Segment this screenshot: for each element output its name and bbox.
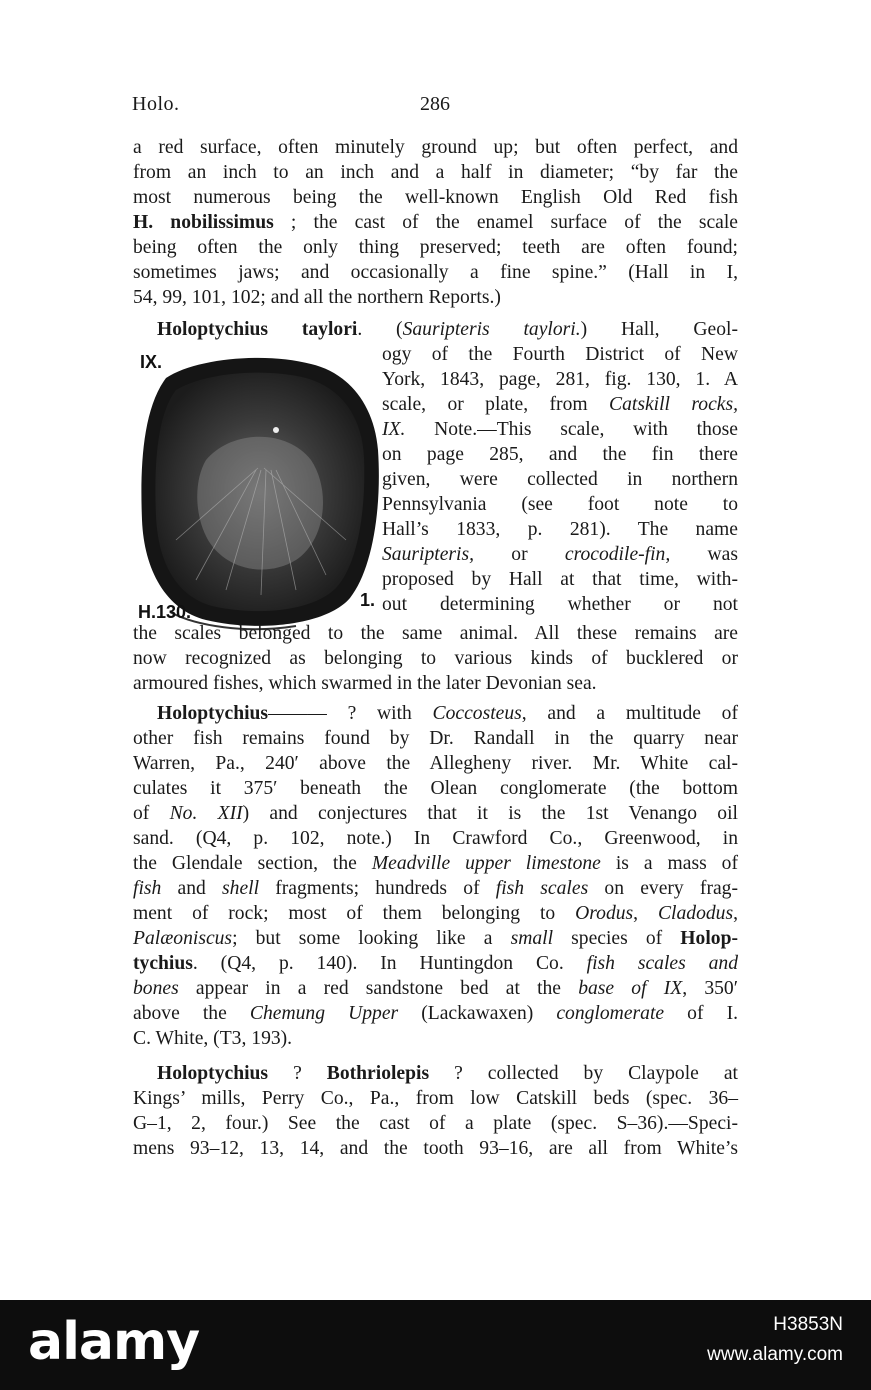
text-span: fish (133, 878, 162, 899)
text-line: sometimes jaws; and occasionally a fine spine.” (Hall in I, (133, 262, 738, 283)
text-line (133, 876, 738, 901)
text-span: is a mass of (600, 853, 738, 874)
fish-scale-illustration (136, 350, 382, 632)
text-line: given, were collected in northern (382, 469, 738, 490)
text-span: ? (268, 1063, 327, 1084)
text-span: scale, or plate, from (382, 394, 610, 415)
text-span: , (633, 903, 658, 924)
text-line: the scales belonged to the same animal. All these remains are (133, 623, 738, 644)
species-name: H. nobilissimus (133, 212, 274, 233)
text-span: fish scales and (586, 953, 738, 974)
text-span: ; the cast of the enamel surface of the scale (273, 212, 739, 233)
text-span: ——— ? with (268, 703, 433, 724)
species-name: tychius (133, 953, 193, 974)
species-name: Bothriolepis (326, 1063, 430, 1084)
text-span: Coccosteus (432, 703, 522, 724)
text-span: Sauripteris, (382, 544, 474, 565)
text-line: now recognized as belonging to various kinds of bucklered or (133, 648, 738, 669)
paragraph-3 (133, 701, 738, 1051)
text-span: Meadville upper limestone (371, 853, 601, 874)
text-span: Palæoniscus (133, 928, 233, 949)
text-span: was (670, 544, 738, 565)
running-head: Holo. (132, 93, 180, 115)
page-number: 286 (420, 93, 450, 115)
text-line: proposed by Hall at that time, with- (382, 569, 738, 590)
paragraph-2-heading (133, 317, 738, 342)
text-span: Cladodus (657, 903, 734, 924)
text-span: Sauripteris taylori. (402, 319, 581, 340)
text-line (133, 801, 738, 826)
text-line: most numerous being the well-known English Old Red fish (133, 187, 738, 208)
text-line: culates it 375′ beneath the Olean conglomerate (the bottom (133, 778, 738, 799)
text-line (133, 851, 738, 876)
text-span: , 350′ (682, 978, 738, 999)
text-span: and (161, 878, 223, 899)
figure-label-number: H.130. (138, 602, 192, 622)
text-span: ) and conjectures that it is the 1st Venango oil (242, 803, 738, 824)
text-span: . (Q4, p. 140). In Huntingdon Co. (192, 953, 587, 974)
text-line: out determining whether or not (382, 594, 738, 615)
species-name: Holoptychius (157, 703, 269, 724)
text-span: Chemung Upper (249, 1003, 399, 1024)
text-line: other fish remains found by Dr. Randall in the quarry near (133, 728, 738, 749)
text-span: of I. (664, 1003, 738, 1024)
text-line (133, 976, 738, 1001)
text-span: Catskill rocks, (609, 394, 738, 415)
fish-scale-figure (136, 350, 382, 632)
text-span: , and a multitude of (521, 703, 738, 724)
paragraph-2-continued (133, 621, 738, 696)
text-line: Warren, Pa., 240′ above the Allegheny river. Mr. White cal- (133, 753, 738, 774)
text-span: small (510, 928, 554, 949)
text-line: 54, 99, 101, 102; and all the northern Reports.) (133, 287, 501, 308)
text-span: on every frag- (588, 878, 738, 899)
text-line (382, 392, 738, 417)
text-line: ogy of the Fourth District of New (382, 344, 738, 365)
text-span: the Glendale section, the (133, 853, 372, 874)
text-line: sand. (Q4, p. 102, note.) In Crawford Co., Greenwood, in (133, 828, 738, 849)
text-line: from an inch to an inch and a half in diameter; “by far the (133, 162, 738, 183)
species-name: Holoptychius taylori (157, 319, 358, 340)
text-span: shell (222, 878, 260, 899)
text-span: ; but some looking like a (232, 928, 511, 949)
text-span: fish scales (495, 878, 589, 899)
text-line (382, 542, 738, 567)
text-line: Pennsylvania (see foot note to (382, 494, 738, 515)
text-span: species of (553, 928, 681, 949)
image-id: H3853N (773, 1314, 843, 1335)
text-line (133, 210, 738, 235)
text-line (133, 1001, 738, 1026)
text-line: armoured fishes, which swarmed in the later Devonian sea. (133, 673, 597, 694)
text-line: C. White, (T3, 193). (133, 1028, 293, 1049)
paragraph-4 (133, 1061, 738, 1161)
text-span: ) Hall, Geol- (580, 319, 738, 340)
site-url: www.alamy.com (707, 1344, 843, 1365)
figure-label-sub: 1. (360, 590, 376, 610)
text-span: (Lackawaxen) (398, 1003, 557, 1024)
species-name: Holop- (680, 928, 738, 949)
alamy-logo: alamy (28, 1312, 200, 1372)
text-line (133, 901, 738, 926)
text-line: Hall’s 1833, p. 281). The name (382, 519, 738, 540)
text-span: bones (133, 978, 179, 999)
text-line: on page 285, and the fin there (382, 444, 738, 465)
text-line: G–1, 2, four.) See the cast of a plate (spec. S–36).—Speci- (133, 1113, 738, 1134)
text-span: ? collected by Claypole at (429, 1063, 738, 1084)
text-line: a red surface, often minutely ground up; but often perfect, and (133, 137, 738, 158)
text-span: above the (133, 1003, 250, 1024)
text-line: York, 1843, page, 281, fig. 130, 1. A (382, 369, 738, 390)
text-span: or (474, 544, 565, 565)
text-line (382, 417, 738, 442)
text-line (133, 951, 738, 976)
text-line (133, 701, 738, 726)
text-span: Note.—This scale, with those (405, 419, 738, 440)
paragraph-1 (133, 135, 738, 310)
text-line (133, 317, 738, 342)
text-span: ment of rock; most of them belonging to (133, 903, 576, 924)
text-span: base of IX (578, 978, 683, 999)
text-line (133, 1061, 738, 1086)
text-span: Orodus (575, 903, 634, 924)
figure-wrap-text (382, 342, 738, 617)
species-name: Holoptychius (157, 1063, 269, 1084)
text-span: fragments; hundreds of (259, 878, 496, 899)
text-line: being often the only thing preserved; teeth are often found; (133, 237, 738, 258)
text-line: mens 93–12, 13, 14, and the tooth 93–16, are all from White’s (133, 1138, 738, 1159)
figure-label-plate: IX. (140, 352, 163, 372)
text-span: of (133, 803, 170, 824)
text-span: appear in a red sandstone bed at the (178, 978, 579, 999)
text-span: . ( (357, 319, 403, 340)
watermark-footer (0, 1300, 871, 1390)
text-line: Kings’ mills, Perry Co., Pa., from low Catskill beds (spec. 36– (133, 1088, 738, 1109)
text-span: crocodile-fin, (564, 544, 671, 565)
text-line (133, 926, 738, 951)
text-span: conglomerate (556, 1003, 665, 1024)
text-span: No. XII (169, 803, 243, 824)
text-span: IX. (382, 419, 406, 440)
text-span: , (733, 903, 738, 924)
